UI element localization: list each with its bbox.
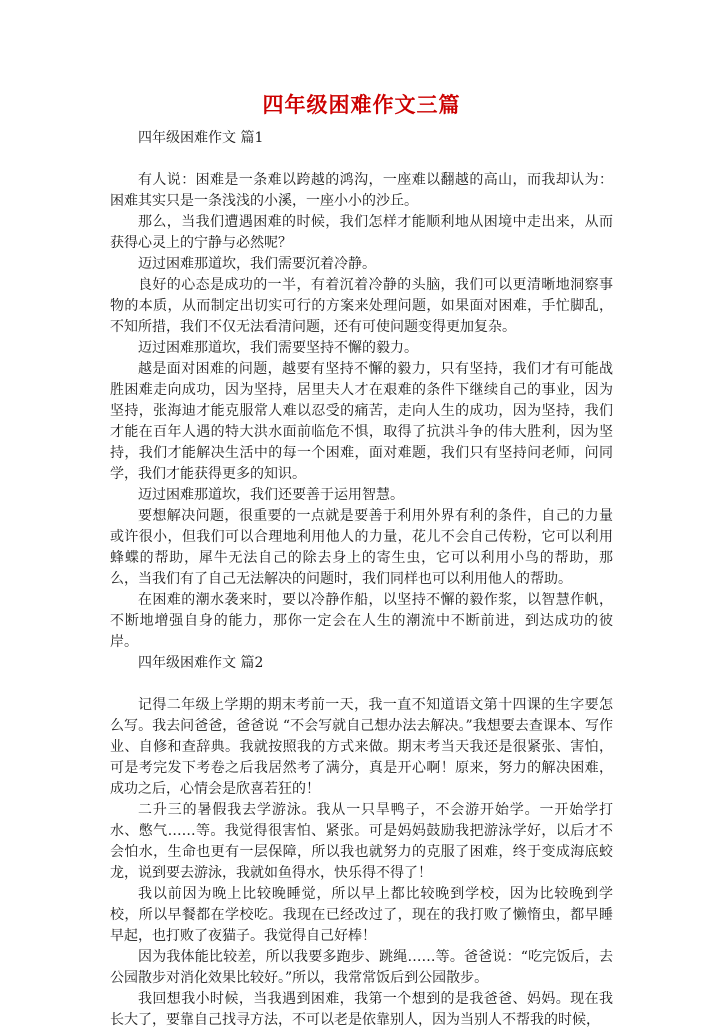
- paragraph: 我以前因为晚上比较晚睡觉，所以早上都比较晚到学校，因为比较晚到学校，所以早餐都在学校吃。我现在已经改过了，现在的我打败了懒惰虫，都早睡早起，也打败了夜猫子。我觉得自己好棒！: [110, 886, 613, 944]
- paragraph: 迈过困难那道坎，我们需要沉着冷静。: [138, 256, 376, 272]
- paragraph: 记得二年级上学期的期末考前一天，我一直不知道语文第十四课的生字要怎么写。我去问爸爸，爸爸说 “不会写就自己想办法去解决。”我想要去查课本、写作业、自修和查辞典。我就按照我的方式来做。期末考当天我还是很紧张、害怕，可是考完发下考卷之后我居然考了满分，真是开心啊！原来，努力的解决困难，成功之后，心情会是欣喜若狂的！: [110, 697, 613, 797]
- paragraph: 那么，当我们遭遇困难的时候，我们怎样才能顺利地从困境中走出来，从而获得心灵上的宁静与必然呢？: [110, 214, 613, 251]
- paragraph: 要想解决问题，很重要的一点就是要善于利用外界有利的条件，自己的力量或许很小，但我们可以合理地利用他人的力量，花儿不会自己传粉，它可以利用蜂蝶的帮助，犀牛无法自己的除去身上的寄生虫，它可以利用小鸟的帮助，那么，当我们有了自己无法解决的问题时，我们同样也可以利用他人的帮助。: [110, 508, 613, 587]
- section-2-label: 四年级困难作文 篇2: [138, 655, 264, 671]
- paragraph: 我回想我小时候，当我遇到困难，我第一个想到的是我爸爸、妈妈。现在我长大了，要靠自己找寻方法，不可以老是依靠别人，因为当别人不帮我的时候，: [110, 991, 613, 1028]
- paragraph: 在困难的潮水袭来时，要以冷静作船，以坚持不懈的毅作浆，以智慧作帆，不断地增强自身的能力，那你一定会在人生的潮流中不断前进，到达成功的彼岸。: [110, 592, 613, 650]
- document-page: [110, 92, 613, 1031]
- paragraph: 迈过困难那道坎，我们需要坚持不懈的毅力。: [138, 340, 418, 356]
- spacer: [110, 674, 613, 695]
- paragraph: 因为我体能比较差，所以我要多跑步、跳绳……等。爸爸说：“吃完饭后，去公园散步对消化效果比较好。”所以，我常常饭后到公园散步。: [110, 949, 613, 986]
- paragraph: 有人说：困难是一条难以跨越的鸿沟，一座难以翻越的高山，而我却认为：困难其实只是一条浅浅的小溪，一座小小的沙丘。: [110, 172, 613, 209]
- paragraph: 迈过困难那道坎，我们还要善于运用智慧。: [138, 487, 404, 503]
- paragraph: 越是面对困难的问题，越要有坚持不懈的毅力，只有坚持，我们才有可能战胜困难走向成功，因为坚持，居里夫人才在艰难的条件下继续自己的事业，因为坚持，张海迪才能克服常人难以忍受的痛苦，走向人生的成功，因为坚持，我们才能在百年人遇的特大洪水面前临危不惧，取得了抗洪斗争的伟大胜利，因为坚持，我们才能解决生活中的每一个困难，面对难题，我们只有坚持问老师，问同学，我们才能获得更多的知识。: [110, 361, 613, 482]
- section-1-label: 四年级困难作文 篇1: [138, 130, 264, 146]
- spacer: [110, 149, 613, 170]
- paragraph: 良好的心态是成功的一半，有着沉着冷静的头脑，我们可以更清晰地洞察事物的本质，从而制定出切实可行的方案来处理问题，如果面对困难，手忙脚乱，不知所措，我们不仅无法看清问题，还有可使问题变得更加复杂。: [110, 277, 613, 335]
- document-title: 四年级困难作文三篇: [262, 92, 461, 117]
- paragraph: 二升三的暑假我去学游泳。我从一只旱鸭子，不会游开始学。一开始学打水、憋气……等。我觉得很害怕、紧张。可是妈妈鼓励我把游泳学好，以后才不会怕水，生命也更有一层保障，所以我也就努力的克服了困难，终于变成海底蛟龙，说到要去游泳，我就如鱼得水，快乐得不得了！: [110, 802, 613, 881]
